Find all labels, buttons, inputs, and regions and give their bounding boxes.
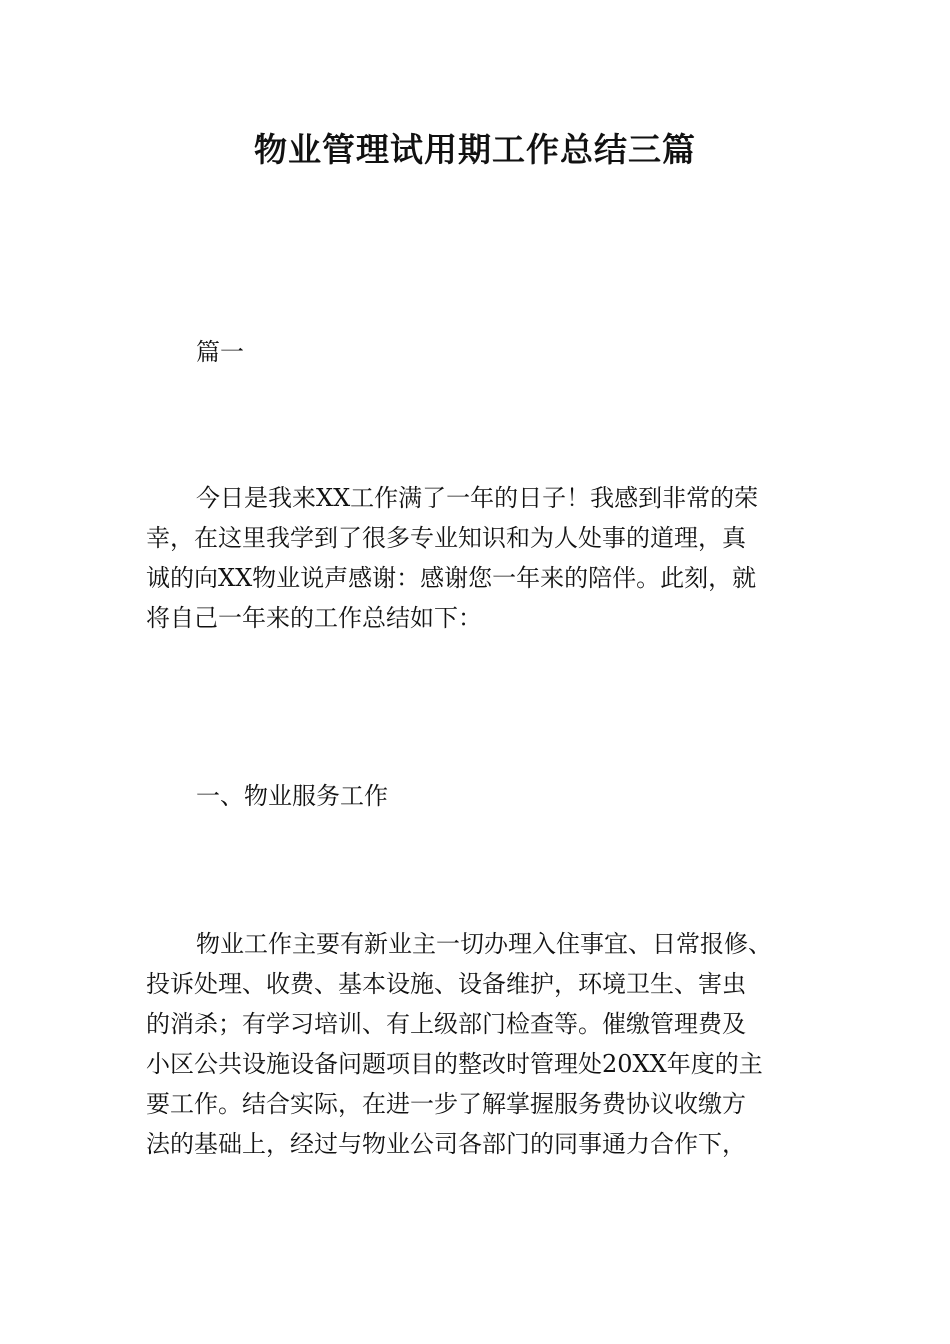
section-label: 篇一 <box>196 338 244 366</box>
intro-line: 今日是我来XX工作满了一年的日子！我感到非常的荣 <box>196 484 759 512</box>
body-paragraph <box>146 924 814 1164</box>
intro-paragraph <box>146 478 814 638</box>
body-line: 的消杀；有学习培训、有上级部门检查等。催缴管理费及 <box>146 1010 746 1038</box>
document-title: 物业管理试用期工作总结三篇 <box>254 130 696 169</box>
intro-line: 将自己一年来的工作总结如下： <box>146 604 482 632</box>
body-line: 法的基础上，经过与物业公司各部门的同事通力合作下， <box>146 1130 746 1158</box>
body-line: 要工作。结合实际，在进一步了解掌握服务费协议收缴方 <box>146 1090 746 1118</box>
section-heading: 一、物业服务工作 <box>196 782 388 810</box>
intro-line: 幸，在这里我学到了很多专业知识和为人处事的道理，真 <box>146 524 746 552</box>
intro-line: 诚的向XX物业说声感谢：感谢您一年来的陪伴。此刻，就 <box>146 564 757 592</box>
body-line: 投诉处理、收费、基本设施、设备维护，环境卫生、害虫 <box>146 970 746 998</box>
body-line: 小区公共设施设备问题项目的整改时管理处20XX年度的主 <box>146 1050 763 1078</box>
body-line: 物业工作主要有新业主一切办理入住事宜、日常报修、 <box>196 930 772 958</box>
